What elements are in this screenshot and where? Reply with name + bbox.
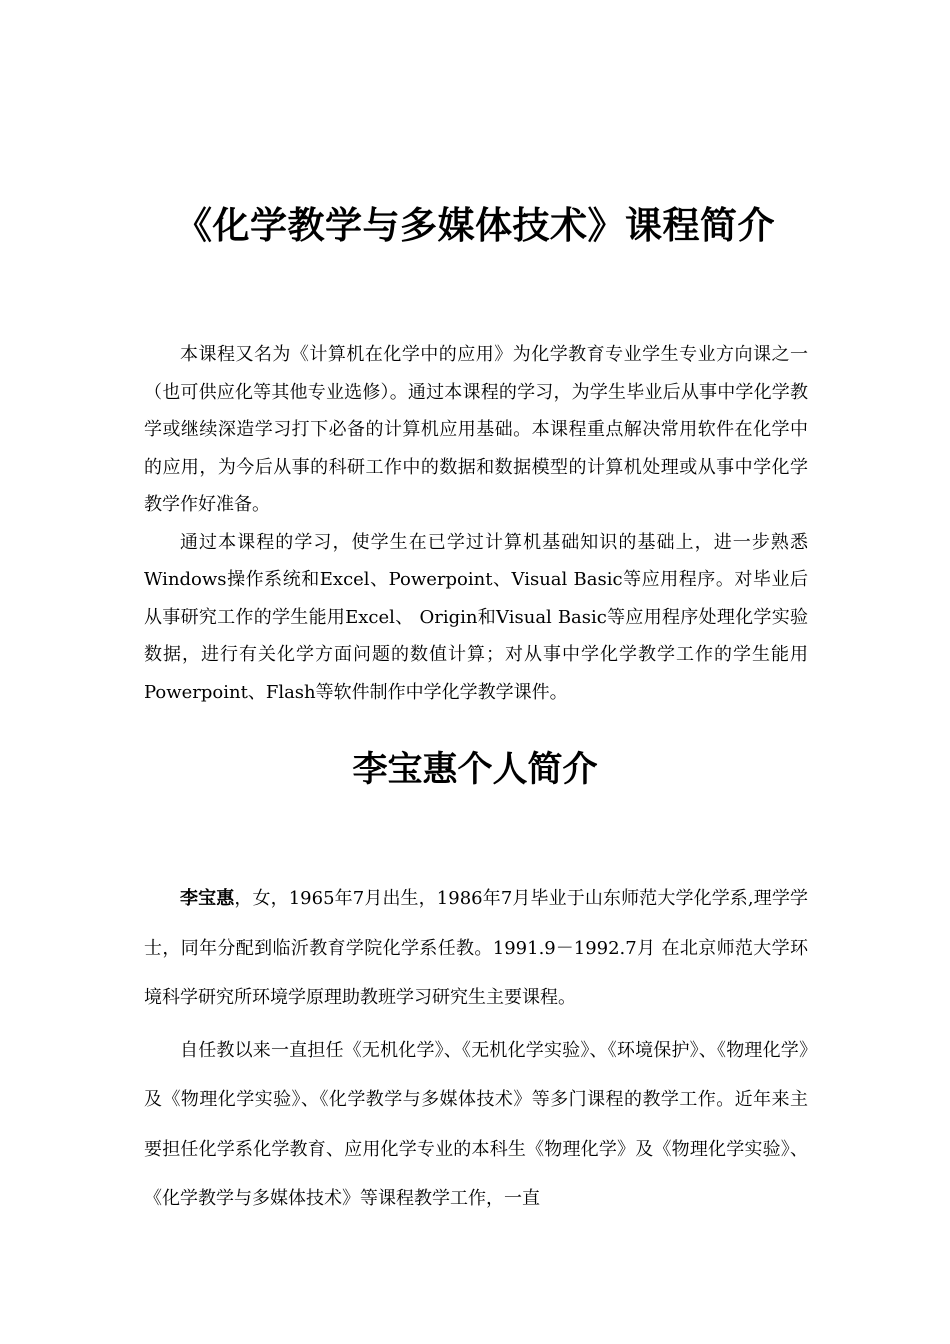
personal-intro-title: 李宝惠个人简介 bbox=[352, 750, 598, 790]
person-paragraph-1 bbox=[144, 874, 808, 1023]
course-paragraph-1: 本课程又名为《计算机在化学中的应用》为化学教育专业学生专业方向课之一（也可供应化等其他专业选修）。通过本课程的学习，为学生毕业后从事中学化学教学或继续深造学习打下必备的计算机应用基础。本课程重点解决常用软件在化学中的应用，为今后从事的科研工作中的数据和数据模型的计算机处理或从事中学化学教学作好准备。 bbox=[144, 344, 808, 515]
course-intro-title: 《化学教学与多媒体技术》课程简介 bbox=[175, 204, 775, 247]
person-name: 李宝惠 bbox=[180, 888, 235, 909]
person-paragraph-2: 自任教以来一直担任《无机化学》、《无机化学实验》、《环境保护》、《物理化学》及《物理化学实验》、《化学教学与多媒体技术》等多门课程的教学工作。近年来主要担任化学系化学教育、应用化学专业的本科生《物理化学》及《物理化学实验》、《化学教学与多媒体技术》等课程教学工作，一直 bbox=[144, 1039, 808, 1209]
personal-intro-body bbox=[144, 874, 808, 1227]
course-intro-body bbox=[144, 336, 808, 711]
person-intro-text: ，女，1965年7月出生，1986年7月毕业于山东师范大学化学系,理学学士，同年分配到临沂教育学院化学系任教。1991.9－1992.7月 在北京师范大学环境科学研究所环境学原理助教班学习研究生主要课程。 bbox=[144, 888, 808, 1008]
course-paragraph-2: 通过本课程的学习，使学生在已学过计算机基础知识的基础上，进一步熟悉Windows操作系统和Excel、Powerpoint、Visual Basic等应用程序。对毕业后从事研究工作的学生能用Excel、 Origin和Visual Basic等应用程序处理化学实验数据，进行有关化学方面问题的数值计算；对从事中学化学教学工作的学生能用Powerpoint、Flash等软件制作中学化学教学课件。 bbox=[144, 531, 808, 703]
